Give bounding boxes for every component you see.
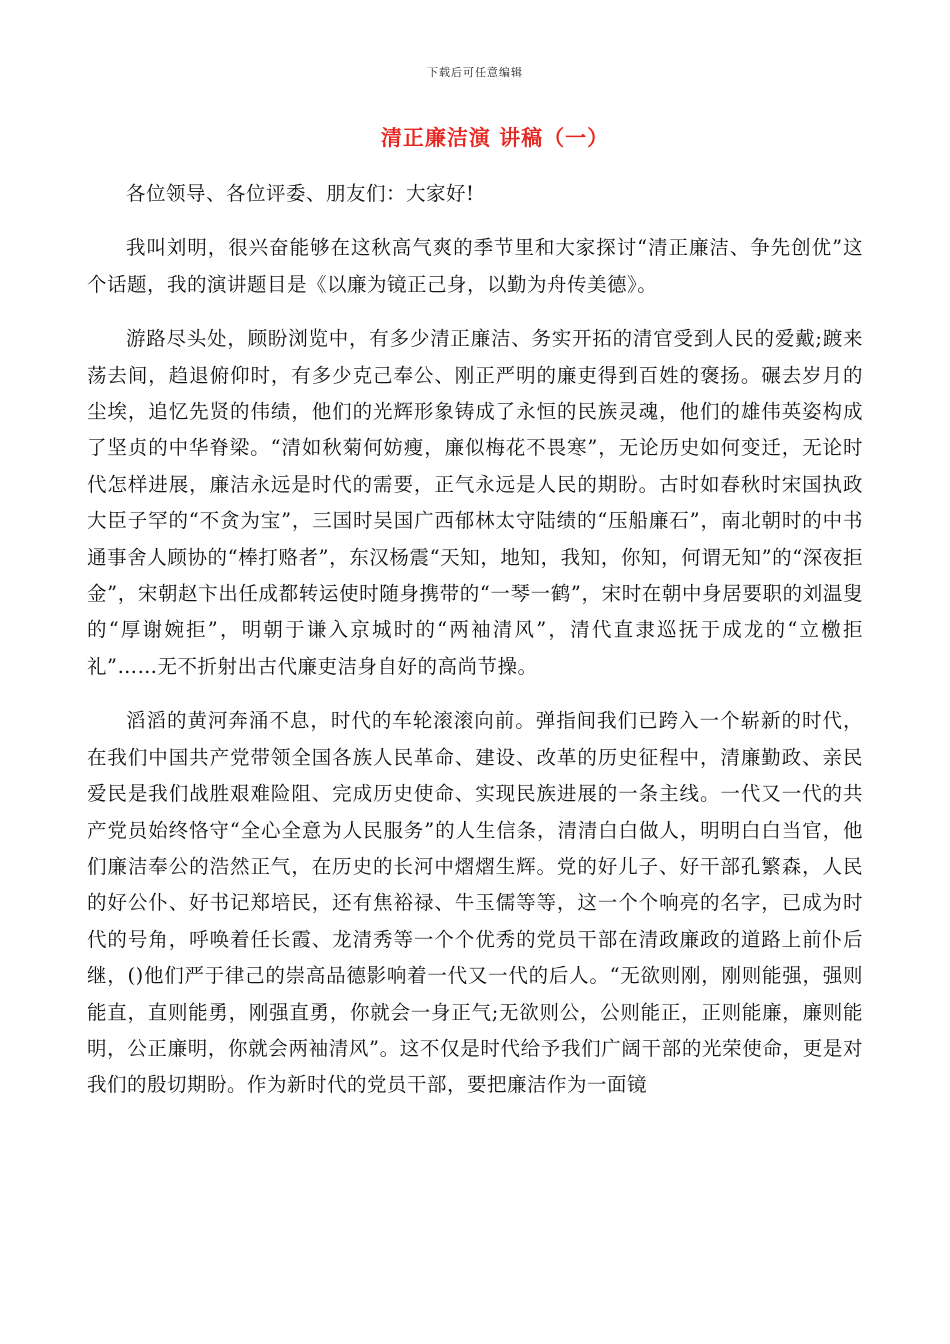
- document-title: 清正廉洁演 讲稿（一）: [380, 125, 610, 150]
- paragraph-history: 游路尽头处，顾盼浏览中，有多少清正廉洁、务实开拓的清官受到人民的爱戴;踱来荡去间，趋退俯仰时，有多少克己奉公、刚正严明的廉吏得到百姓的褒扬。碾去岁月的尘埃，追忆先贤的伟绩，他们的光辉形象铸成了永恒的民族灵魂，他们的雄伟英姿构成了坚贞的中华脊梁。“清如秋菊何妨瘦，廉似梅花不畏寒”，无论历史如何变迁，无论时代怎样进展，廉洁永远是时代的需要，正气永远是人民的期盼。古时如春秋时宋国执政大臣子罕的“不贪为宝”，三国时吴国广西郁林太守陆绩的“压船廉石”，南北朝时的中书通事舍人顾协的“棒打赂者”，东汉杨震“天知，地知，我知，你知，何谓无知”的“深夜拒金”，宋朝赵卞出任成都转运使时随身携带的“一琴一鹤”，宋时在朝中身居要职的刘温叟的“厚谢婉拒”，明朝于谦入京城时的“两袖清风”，清代直隶巡抚于成龙的“立檄拒礼”……无不折射出古代廉吏洁身自好的高尚节操。: [87, 327, 863, 678]
- paragraph-introduction: 我叫刘明，很兴奋能够在这秋高气爽的季节里和大家探讨“清正廉洁、争先创优”这个话题，我的演讲题目是《以廉为镜正己身，以勤为舟传美德》。: [87, 236, 863, 296]
- header-note: 下载后可任意编辑: [427, 66, 523, 79]
- document-body: [87, 176, 863, 1122]
- paragraph-new-era: 滔滔的黄河奔涌不息，时代的车轮滚滚向前。弹指间我们已跨入一个崭新的时代，在我们中国共产党带领全国各族人民革命、建设、改革的历史征程中，清廉勤政、亲民爱民是我们战胜艰难险阻、完成历史使命、实现民族进展的一条主线。一代又一代的共产党员始终恪守“全心全意为人民服务”的人生信条，清清白白做人，明明白白当官，他们廉洁奉公的浩然正气，在历史的长河中熠熠生辉。党的好儿子、好干部孔繁森，人民的好公仆、好书记郑培民，还有焦裕禄、牛玉儒等等，这一个个响亮的名字，已成为时代的号角，呼唤着任长霞、龙清秀等一个个优秀的党员干部在清政廉政的道路上前仆后继，()他们严于律己的崇高品德影响着一代又一代的后人。“无欲则刚，刚则能强，强则能直，直则能勇，刚强直勇，你就会一身正气;无欲则公，公则能正，正则能廉，廉则能明，公正廉明，你就会两袖清风”。这不仅是时代给予我们广阔干部的光荣使命，更是对我们的殷切期盼。作为新时代的党员干部，要把廉洁作为一面镜: [87, 709, 863, 1097]
- paragraph-greeting: 各位领导、各位评委、朋友们：大家好!: [126, 182, 475, 205]
